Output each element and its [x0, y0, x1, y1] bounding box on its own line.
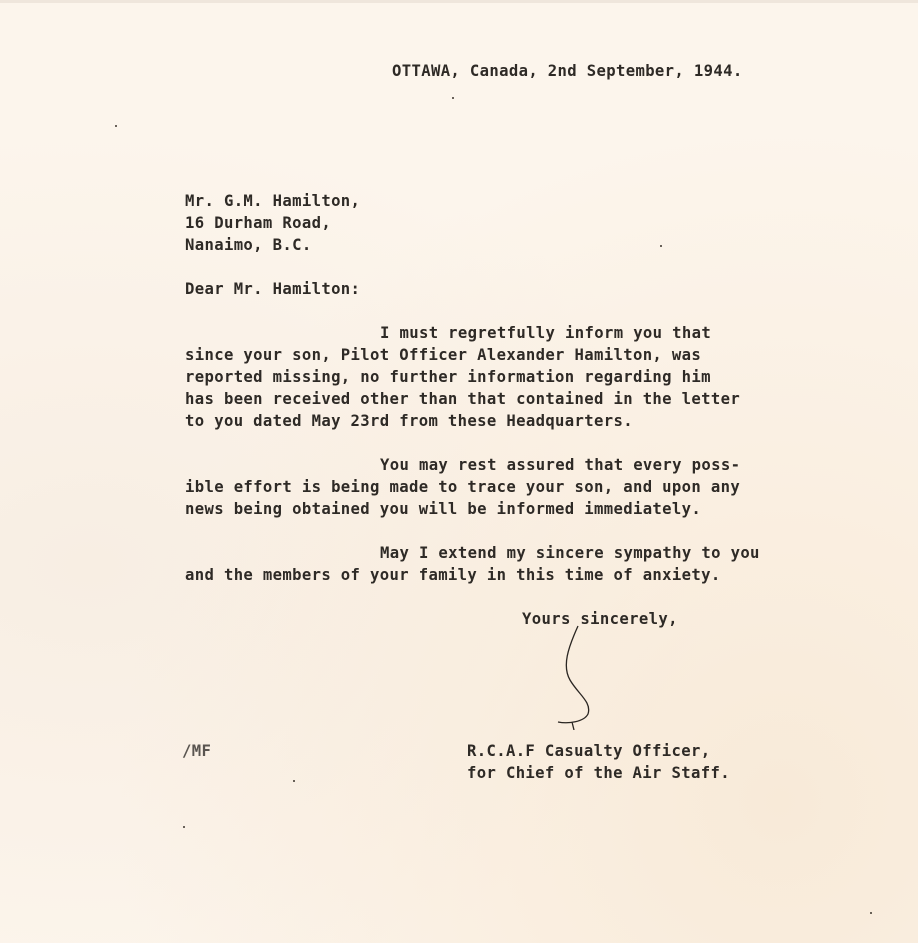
recipient-name: Mr. G.M. Hamilton, — [185, 192, 361, 210]
signature-mark — [548, 618, 608, 730]
paragraph-1-line-1: I must regretfully inform you that — [380, 324, 712, 342]
paragraph-3-line-1: May I extend my sincere sympathy to you — [380, 544, 760, 562]
paragraph-1-line-3: reported missing, no further information regarding him — [185, 368, 711, 386]
paragraph-1-line-4: has been received other than that contained in the letter — [185, 390, 741, 408]
paragraph-1-line-5: to you dated May 23rd from these Headquarters. — [185, 412, 633, 430]
closing: Yours sincerely, — [522, 610, 678, 628]
paper-speck — [115, 125, 117, 127]
paragraph-2-line-1: You may rest assured that every poss- — [380, 456, 741, 474]
paper-speck — [660, 245, 662, 247]
signatory-title: R.C.A.F Casualty Officer, — [467, 742, 711, 760]
paper-speck — [870, 912, 872, 914]
recipient-street: 16 Durham Road, — [185, 214, 332, 232]
paper-speck — [452, 97, 454, 99]
paper-edge — [0, 0, 918, 3]
recipient-city: Nanaimo, B.C. — [185, 236, 312, 254]
paper-speck — [183, 826, 185, 828]
reference-initials: /MF — [182, 742, 212, 760]
signatory-office: for Chief of the Air Staff. — [467, 764, 730, 782]
dateline: OTTAWA, Canada, 2nd September, 1944. — [392, 62, 743, 80]
paragraph-1-line-2: since your son, Pilot Officer Alexander Hamilton, was — [185, 346, 702, 364]
paper-speck — [293, 780, 295, 782]
paragraph-2-line-3: news being obtained you will be informed immediately. — [185, 500, 702, 518]
paragraph-2-line-2: ible effort is being made to trace your son, and upon any — [185, 478, 741, 496]
paragraph-3-line-2: and the members of your family in this time of anxiety. — [185, 566, 721, 584]
salutation: Dear Mr. Hamilton: — [185, 280, 361, 298]
